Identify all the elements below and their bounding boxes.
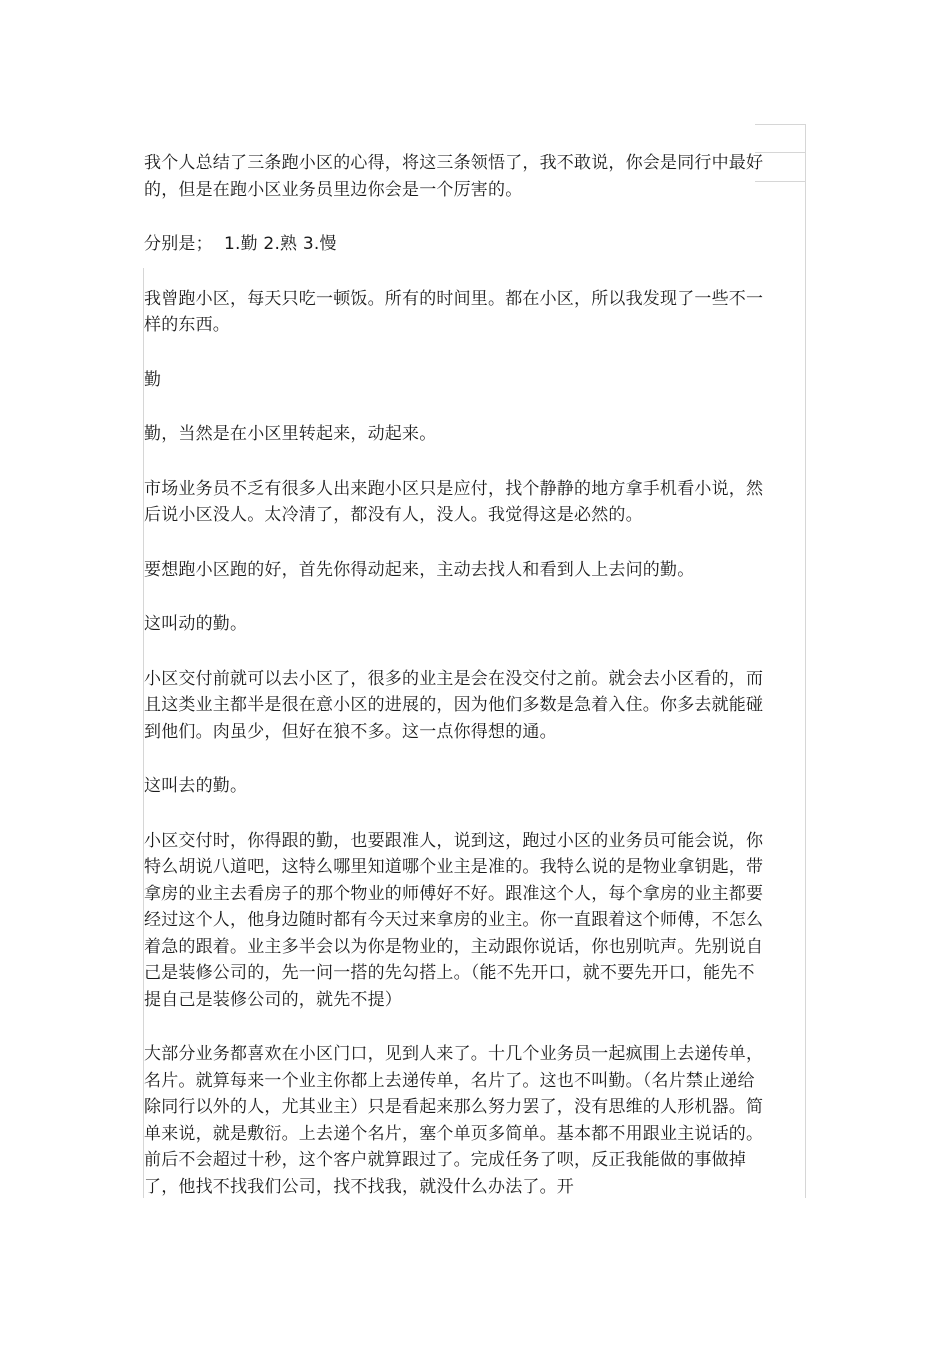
frame-line-top [755, 124, 805, 125]
paragraph-1: 我个人总结了三条跑小区的心得，将这三条领悟了，我不敢说，你会是同行中最好的，但是在跑小区业务员里边你会是一个厉害的。 [144, 153, 764, 200]
paragraph-11: 小区交付时，你得跟的勤，也要跟准人，说到这，跑过小区的业务员可能会说，你特么胡说八道吧，这特么哪里知道哪个业主是准的。我特么说的是物业拿钥匙，带拿房的业主去看房子的那个物业的师傅好不好。跟准这个人，每个拿房的业主都要经过这个人，他身边随时都有今天过来拿房的业主。你一直跟着这个师傅，不怎么着急的跟着。业主多半会以为你是物业的，主动跟你说话，你也别吭声。先别说自己是装修公司的，先一问一搭的先勾搭上。（能不先开口，就不要先开口，能先不提自己是装修公司的，就先不提） [144, 830, 764, 1010]
paragraph-10: 这叫去的勤。 [144, 776, 248, 796]
document-body [144, 150, 764, 1200]
paragraph-2: 分别是； 1.勤 2.熟 3.慢 [144, 234, 337, 254]
paragraph-12: 大部分业务都喜欢在小区门口，见到人来了。十几个业务员一起疯围上去递传单，名片。就算每来一个业主你都上去递传单，名片了。这也不叫勤。（名片禁止递给除同行以外的人，尤其业主）只是看起来那么努力罢了，没有思维的人形机器。简单来说，就是敷衍。上去递个名片，塞个单页多简单。基本都不用跟业主说话的。前后不会超过十秒，这个客户就算跟过了。完成任务了呗，反正我能做的事做掉了，他找不找我们公司，找不找我，就没什么办法了。开 [144, 1044, 764, 1197]
paragraph-5: 勤，当然是在小区里转起来，动起来。 [144, 424, 437, 444]
frame-line-right [805, 124, 806, 1198]
paragraph-3: 我曾跑小区，每天只吃一顿饭。所有的时间里。都在小区，所以我发现了一些不一样的东西。 [144, 288, 764, 335]
paragraph-6: 市场业务员不乏有很多人出来跑小区只是应付，找个静静的地方拿手机看小说，然后说小区没人。太冷清了，都没有人，没人。我觉得这是必然的。 [144, 478, 764, 525]
paragraph-7: 要想跑小区跑的好，首先你得动起来，主动去找人和看到人上去问的勤。 [144, 559, 695, 580]
section-heading-qin: 勤 [144, 369, 162, 390]
paragraph-8: 这叫动的勤。 [144, 614, 248, 634]
paragraph-9: 小区交付前就可以去小区了，很多的业主是会在没交付之前。就会去小区看的，而且这类业主都半是很在意小区的进展的，因为他们多数是急着入住。你多去就能碰到他们。肉虽少，但好在狼不多。这一点你得想的通。 [144, 668, 764, 742]
